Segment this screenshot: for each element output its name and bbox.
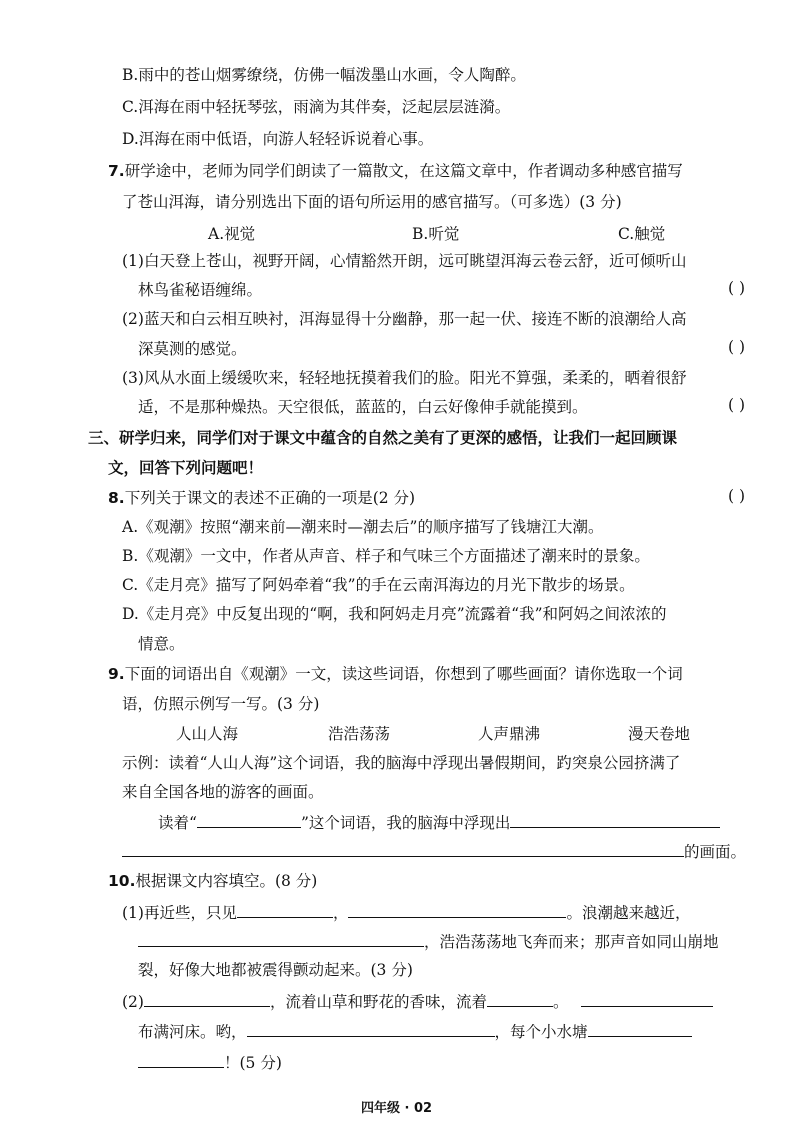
q10-p1-text-b: ，	[332, 904, 349, 922]
q9-fill-prefix: 读着“	[158, 814, 197, 832]
q9-number: 9.	[108, 665, 125, 683]
q9-example-line1: 示例：读着“人山人海”这个词语，我的脑海中浮现出暑假期间，趵突泉公园挤满了	[122, 754, 681, 772]
q8-option-b: B.《观潮》一文中，作者从声音、样子和气味三个方面描述了潮来时的景象。	[122, 547, 650, 565]
q10-p2-text-a: (2)	[122, 993, 144, 1011]
q7-s2-line1: (2)蓝天和白云相互映衬，洱海显得十分幽静，那一起一伏、接连不断的浪潮给人高	[122, 310, 687, 328]
q10-p1-line2	[138, 930, 719, 953]
q8-option-d-line2: 情意。	[138, 635, 185, 653]
q10-p1-line1	[122, 901, 691, 924]
q8-text: 下列关于课文的表述不正确的一项是(2 分)	[124, 489, 416, 507]
q10-p2-text-d: 布满河床。哟，	[138, 1023, 247, 1041]
q9-word-blank[interactable]	[197, 811, 301, 828]
q9-word-4: 漫天卷地	[628, 725, 691, 743]
section3-title-line2: 文，回答下列问题吧！	[108, 459, 264, 477]
q10-text: 根据课文内容填空。(8 分)	[135, 872, 318, 890]
q9-fill-line1	[158, 811, 720, 834]
q10-stem	[108, 870, 317, 892]
q9-picture-blank-1[interactable]	[510, 811, 720, 828]
q10-p2-text-c: 。	[552, 993, 569, 1011]
q9-picture-blank-2[interactable]	[122, 840, 684, 857]
q7-opt-a: A.视觉	[208, 225, 256, 243]
q7-number: 7.	[108, 162, 125, 180]
q9-fill-suffix: 的画面。	[684, 843, 747, 861]
q7-s1-line1: (1)白天登上苍山，视野开阔，心情豁然开朗，远可眺望洱海云卷云舒，近可倾听山	[122, 252, 687, 270]
q10-p2-line2	[138, 1020, 692, 1043]
q8-stem	[108, 487, 415, 509]
q9-word-1: 人山人海	[176, 725, 239, 743]
q10-number: 10.	[108, 872, 136, 890]
page-footer: 四年级 · 02	[360, 1101, 433, 1116]
q10-p1-text-d: ，浩浩荡荡地飞奔而来；那声音如同山崩地	[424, 933, 719, 951]
q7-s2-line2: 深莫测的感觉。	[138, 340, 247, 358]
q10-p2-text-e: ，每个小水塘	[494, 1023, 588, 1041]
q10-p1-text-a: (1)再近些，只见	[122, 904, 237, 922]
q10-p1-blank-1[interactable]	[237, 901, 333, 918]
q7-s3-line2: 适，不是那种燥热。天空很低，蓝蓝的，白云好像伸手就能摸到。	[138, 398, 588, 416]
q8-option-a: A.《观潮》按照“潮来前—潮来时—潮去后”的顺序描写了钱塘江大潮。	[122, 518, 604, 536]
q9-text: 下面的词语出自《观潮》一文，读这些词语，你想到了哪些画面？请你选取一个词	[124, 665, 683, 683]
q10-p2-line1	[122, 990, 713, 1013]
q6-option-c: C.洱海在雨中轻抚琴弦，雨滴为其伴奏，泛起层层涟漪。	[122, 98, 511, 116]
q10-p2-blank-4[interactable]	[247, 1020, 495, 1037]
q7-s1-line2: 林鸟雀秘语缠绵。	[138, 281, 263, 299]
q8-option-d-line1: D.《走月亮》中反复出现的“啊，我和阿妈走月亮”流露着“我”和阿妈之间浓浓的	[122, 605, 667, 623]
q6-option-d: D.洱海在雨中低语，向游人轻轻诉说着心事。	[122, 130, 434, 148]
q9-word-3: 人声鼎沸	[478, 725, 541, 743]
q7-opt-c: C.触觉	[618, 225, 666, 243]
q7-stem-line1	[108, 160, 683, 182]
q7-opt-b: B.听觉	[412, 225, 460, 243]
q7-s2-answer-paren[interactable]: ( )	[727, 338, 745, 356]
q10-p1-blank-3[interactable]	[138, 930, 424, 947]
q9-stem-line2: 语，仿照示例写一写。(3 分)	[122, 695, 320, 713]
q7-text: 研学途中，老师为同学们朗读了一篇散文，在这篇文章中，作者调动多种感官描写	[124, 162, 683, 180]
q8-option-c: C.《走月亮》描写了阿妈牵着“我”的手在云南洱海边的月光下散步的场景。	[122, 576, 635, 594]
q9-word-2: 浩浩荡荡	[328, 725, 391, 743]
q10-p2-blank-5[interactable]	[588, 1020, 692, 1037]
q9-fill-line2	[122, 840, 746, 863]
q10-p2-blank-3[interactable]	[581, 990, 713, 1007]
q10-p1-line3: 裂，好像大地都被震得颤动起来。(3 分)	[138, 961, 413, 979]
q10-p1-blank-2[interactable]	[348, 901, 566, 918]
q8-number: 8.	[108, 489, 125, 507]
q10-p2-line3	[138, 1051, 282, 1074]
section3-title-line1: 三、研学归来，同学们对于课文中蕴含的自然之美有了更深的感悟，让我们一起回顾课	[88, 429, 678, 447]
q9-stem-line1	[108, 663, 683, 685]
q7-s3-line1: (3)风从水面上缓缓吹来，轻轻地抚摸着我们的脸。阳光不算强，柔柔的，晒着很舒	[122, 369, 687, 387]
q9-fill-middle: ”这个词语，我的脑海中浮现出	[300, 814, 511, 832]
q10-p1-text-c: 。浪潮越来越近，	[566, 904, 691, 922]
q10-p2-text-b: ，流着山草和野花的香味，流着	[269, 993, 487, 1011]
q10-p2-text-f: ！(5 分)	[224, 1054, 282, 1072]
q9-example-line2: 来自全国各地的游客的画面。	[122, 783, 324, 801]
q7-s3-answer-paren[interactable]: ( )	[727, 396, 745, 414]
q7-stem-line2: 了苍山洱海，请分别选出下面的语句所运用的感官描写。（可多选）(3 分)	[122, 193, 622, 211]
q10-p2-blank-1[interactable]	[144, 990, 270, 1007]
q8-answer-paren[interactable]: ( )	[727, 487, 745, 505]
q10-p2-blank-6[interactable]	[138, 1051, 224, 1068]
q10-p2-blank-2[interactable]	[487, 990, 553, 1007]
q7-s1-answer-paren[interactable]: ( )	[727, 279, 745, 297]
q6-option-b: B.雨中的苍山烟雾缭绕，仿佛一幅泼墨山水画，令人陶醉。	[122, 66, 526, 84]
